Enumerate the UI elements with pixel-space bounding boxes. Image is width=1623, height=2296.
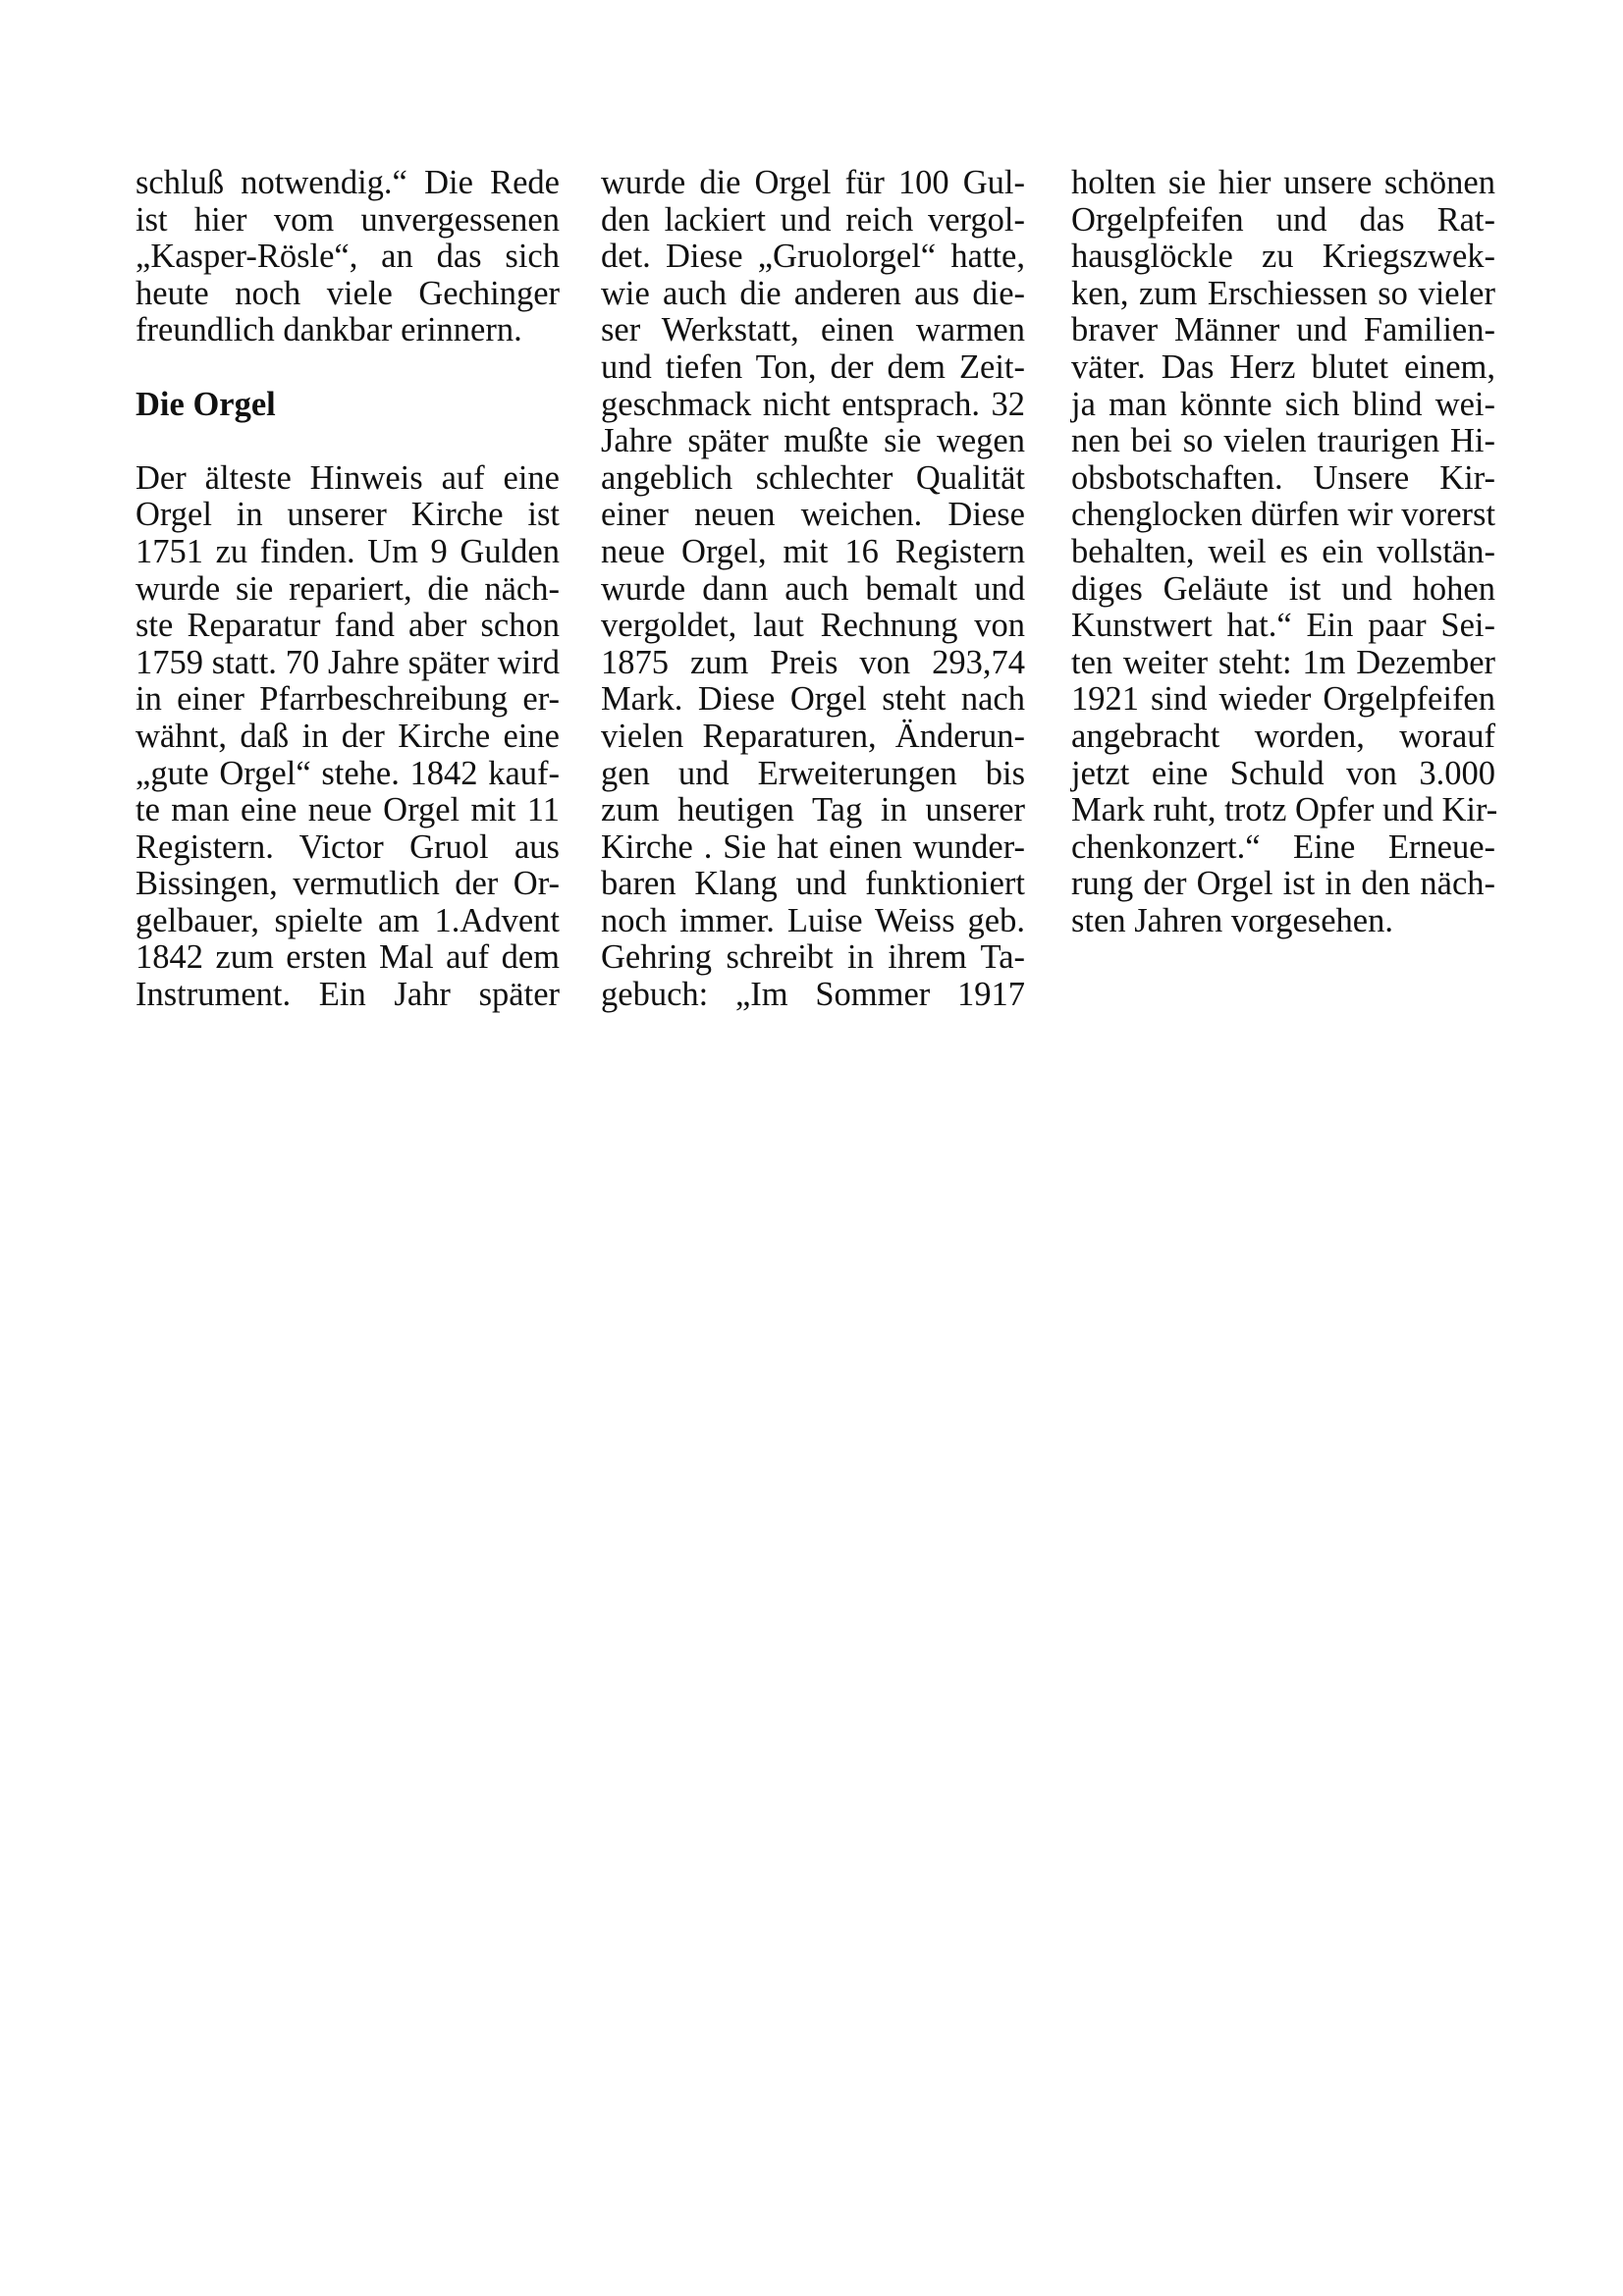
text-line: gen und Erweiterungen bis <box>601 754 1025 792</box>
text-line: väter. Das Herz blutet einem, <box>1071 347 1495 386</box>
text-line: hausglöckle zu Kriegszwek- <box>1071 238 1495 276</box>
text-line: vergoldet, laut Rechnung von <box>601 607 1025 645</box>
text-line: heute noch viele Gechinger <box>135 274 560 312</box>
text-line: ten weiter steht: 1m Dezember <box>1071 643 1495 681</box>
text-line: Der älteste Hinweis auf eine <box>135 458 560 497</box>
text-line: und tiefen Ton, der dem Zeit- <box>601 347 1025 386</box>
paragraph-kasper-roesle <box>135 165 560 349</box>
text-line: einer neuen weichen. Diese <box>601 496 1025 534</box>
text-line: wähnt, daß in der Kirche eine <box>135 717 560 755</box>
text-line: det. Diese „Gruolorgel“ hatte, <box>601 238 1025 276</box>
text-line: in einer Pfarrbeschreibung er- <box>135 680 560 719</box>
text-line: Mark ruht, trotz Opfer und Kir- <box>1071 791 1498 829</box>
text-line: Kirche . Sie hat einen wunder- <box>601 828 1025 866</box>
text-line: te man eine neue Orgel mit 11 <box>135 791 560 829</box>
text-line: angebracht worden, worauf <box>1071 717 1495 755</box>
text-line: „Kasper-Rösle“, an das sich <box>135 238 560 276</box>
text-line: Kunstwert hat.“ Ein paar Sei- <box>1071 607 1495 645</box>
text-line: holten sie hier unsere schönen <box>1071 164 1495 201</box>
text-line: rung der Orgel ist in den näch- <box>1071 865 1495 903</box>
text-line: Mark. Diese Orgel steht nach <box>601 680 1025 719</box>
paragraph-orgel-history <box>135 460 560 1014</box>
text-line: ser Werkstatt, einen warmen <box>601 311 1025 349</box>
text-line: Instrument. Ein Jahr später <box>135 976 560 1014</box>
text-line: chenkonzert.“ Eine Erneue- <box>1071 828 1495 866</box>
text-line: neue Orgel, mit 16 Registern <box>601 532 1025 570</box>
text-line: zum heutigen Tag in unserer <box>601 791 1025 829</box>
text-line: angeblich schlechter Qualität <box>601 458 1025 497</box>
text-line: 1842 zum ersten Mal auf dem <box>135 938 560 977</box>
text-line: sten Jahren vorgesehen. <box>1071 901 1393 939</box>
text-line: noch immer. Luise Weiss geb. <box>601 901 1025 939</box>
text-line: wurde sie repariert, die näch- <box>135 569 560 608</box>
text-line: behalten, weil es ein vollstän- <box>1071 532 1495 570</box>
text-line: 1759 statt. 70 Jahre später wird <box>135 643 560 681</box>
text-line: ste Reparatur fand aber schon <box>135 607 560 645</box>
text-line: diges Geläute ist und hohen <box>1071 569 1495 608</box>
text-line: braver Männer und Familien- <box>1071 311 1495 349</box>
text-column-3 <box>1071 164 1498 939</box>
text-line: Registern. Victor Gruol aus <box>135 828 560 866</box>
text-line: geschmack nicht entsprach. 32 <box>601 385 1025 423</box>
text-line: chenglocken dürfen wir vorerst <box>1071 496 1496 534</box>
text-line: „gute Orgel“ stehe. 1842 kauf- <box>135 754 560 792</box>
text-line: ja man könnte sich blind wei- <box>1071 385 1495 423</box>
text-line: wie auch die anderen aus die- <box>601 274 1025 312</box>
text-line: nen bei so vielen traurigen Hi- <box>1071 422 1495 460</box>
text-line: schluß notwendig.“ Die Rede <box>135 164 560 201</box>
text-column-1 <box>135 165 560 1014</box>
paragraph-gap <box>135 349 560 387</box>
text-line: ken, zum Erschiessen so vieler <box>1071 274 1495 312</box>
text-line: gebuch: „Im Sommer 1917 <box>601 976 1025 1014</box>
text-line: ist hier vom unvergessenen <box>135 200 560 239</box>
text-line: vielen Reparaturen, Änderun- <box>601 717 1025 755</box>
text-line: obsbotschaften. Unsere Kir- <box>1071 458 1495 497</box>
text-line: freundlich dankbar erinnern. <box>135 311 522 349</box>
text-line: Orgelpfeifen und das Rat- <box>1071 200 1495 239</box>
text-line: gelbauer, spielte am 1.Advent <box>135 901 560 939</box>
text-line: 1751 zu finden. Um 9 Gulden <box>135 532 560 570</box>
paragraph-gap <box>135 423 560 460</box>
text-line: Jahre später mußte sie wegen <box>601 422 1025 460</box>
text-line: den lackiert und reich vergol- <box>601 200 1025 239</box>
text-line: wurde dann auch bemalt und <box>601 569 1025 608</box>
text-line: baren Klang und funktioniert <box>601 865 1025 903</box>
text-line: 1921 sind wieder Orgelpfeifen <box>1071 680 1495 719</box>
text-column-2 <box>601 165 1025 1014</box>
text-line: Orgel in unserer Kirche ist <box>135 496 560 534</box>
section-heading: Die Orgel <box>135 385 276 423</box>
text-line: Bissingen, vermutlich der Or- <box>135 865 560 903</box>
text-line: Gehring schreibt in ihrem Ta- <box>601 938 1025 977</box>
text-line: 1875 zum Preis von 293,74 <box>601 643 1025 681</box>
text-line: jetzt eine Schuld von 3.000 <box>1071 754 1495 792</box>
text-line: wurde die Orgel für 100 Gul- <box>601 164 1025 201</box>
